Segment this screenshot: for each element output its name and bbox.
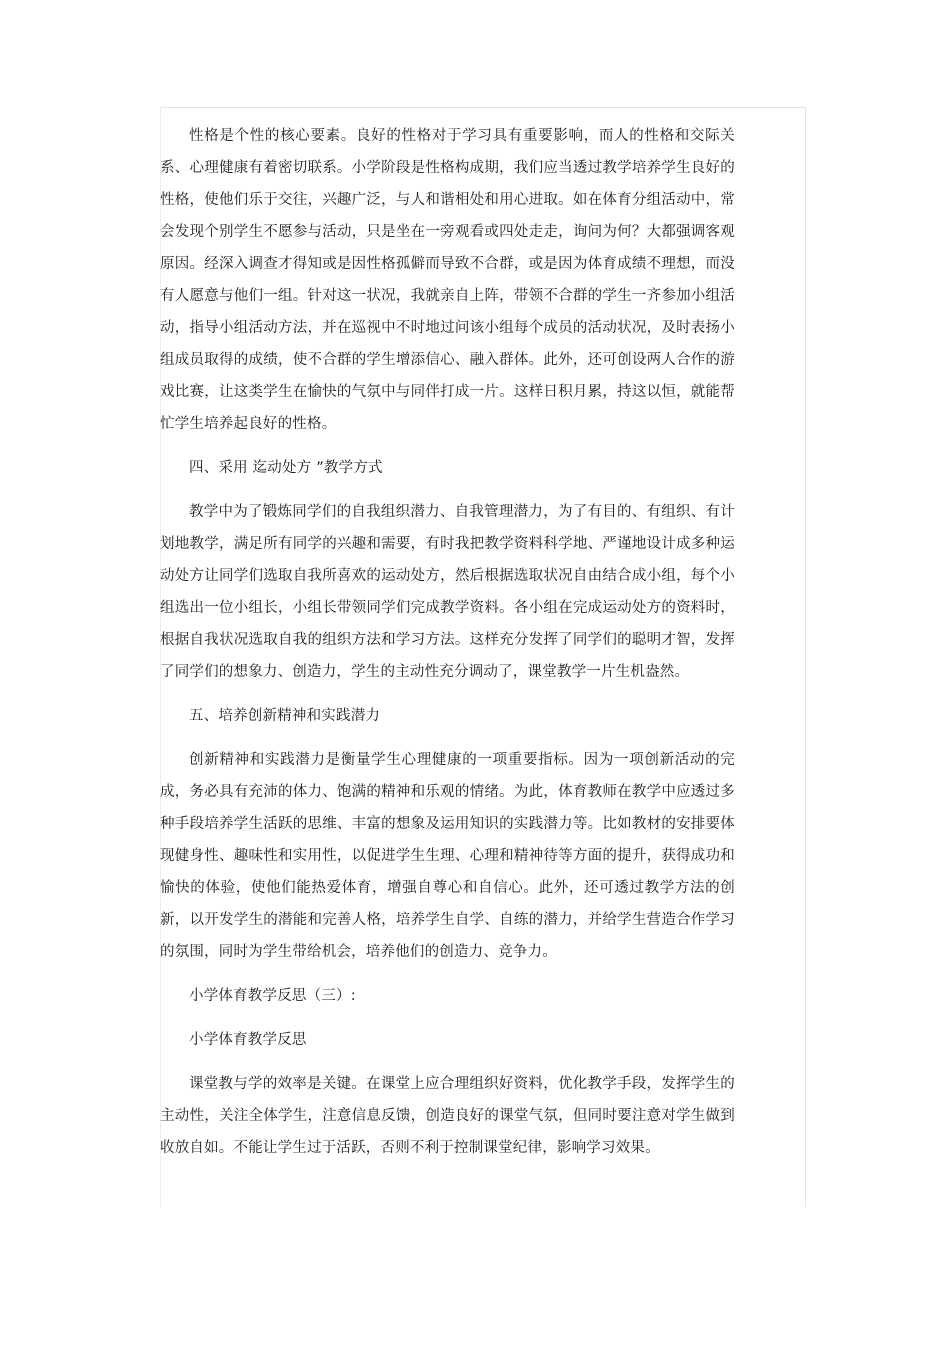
section-heading-reflection: 小学体育教学反思 — [189, 1032, 307, 1048]
section-heading-exercise-prescription: 四、采用 迄动处方 ”教学方式 — [189, 460, 383, 476]
paragraph-exercise-prescription: 教学中为了锻炼同学们的自我组织潜力、自我管理潜力，为了有目的、有组织、有计划地教学，满足所有同学的兴趣和需要，有时我把教学资料科学地、严谨地设计成多种运动处方让同学们选取自我所喜欢的运动处方，然后根据选取状况自由结合成小组，每个小组选出一位小组长，小组长带领同学们完成教学资料。各小组在完成运动处方的资料时，根据自我状况选取自我的组织方法和学习方法。这样充分发挥了同学们的聪明才智，发挥了同学们的想象力、创造力，学生的主动性充分调动了，课堂教学一片生机盎然。 — [160, 504, 735, 680]
paragraph-personality: 性格是个性的核心要素。良好的性格对于学习具有重要影响，而人的性格和交际关系、心理健康有着密切联系。小学阶段是性格构成期，我们应当透过教学培养学生良好的性格，使他们乐于交往，兴趣广泛，与人和谐相处和用心进取。如在体育分组活动中，常会发现个别学生不愿参与活动，只是坐在一旁观看或四处走走，询问为何？大都强调客观原因。经深入调查才得知或是因性格孤僻而导致不合群，或是因为体育成绩不理想，而没有人愿意与他们一组。针对这一状况，我就亲自上阵，带领不合群的学生一齐参加小组活动，指导小组活动方法，并在巡视中不时地过问该小组每个成员的活动状况，及时表扬小组成员取得的成绩，使不合群的学生增添信心、融入群体。此外，还可创设两人合作的游戏比赛，让这类学生在愉快的气氛中与同伴打成一片。这样日积月累，持这以恒，就能帮忙学生培养起良好的性格。 — [160, 128, 735, 432]
document-body — [160, 120, 735, 1176]
section-heading-innovation: 五、培养创新精神和实践潜力 — [189, 708, 381, 724]
section-heading-reflection-three: 小学体育教学反思（三）: — [189, 988, 356, 1004]
paragraph-classroom-efficiency: 课堂教与学的效率是关键。在课堂上应合理组织好资料，优化教学手段，发挥学生的主动性，关注全体学生，注意信息反馈，创造良好的课堂气氛，但同时要注意对学生做到收放自如。不能让学生过于活跃，否则不利于控制课堂纪律，影响学习效果。 — [160, 1076, 735, 1156]
paragraph-innovation: 创新精神和实践潜力是衡量学生心理健康的一项重要指标。因为一项创新活动的完成，务必具有充沛的体力、饱满的精神和乐观的情绪。为此，体育教师在教学中应透过多种手段培养学生活跃的思维、丰富的想象及运用知识的实践潜力等。比如教材的安排要体现健身性、趣味性和实用性，以促进学生生理、心理和精神待等方面的提升，获得成功和愉快的体验，使他们能热爱体育，增强自尊心和自信心。此外，还可透过教学方法的创新，以开发学生的潜能和完善人格，培养学生自学、自练的潜力，并给学生营造合作学习的氛围，同时为学生带给机会，培养他们的创造力、竞争力。 — [160, 752, 735, 960]
